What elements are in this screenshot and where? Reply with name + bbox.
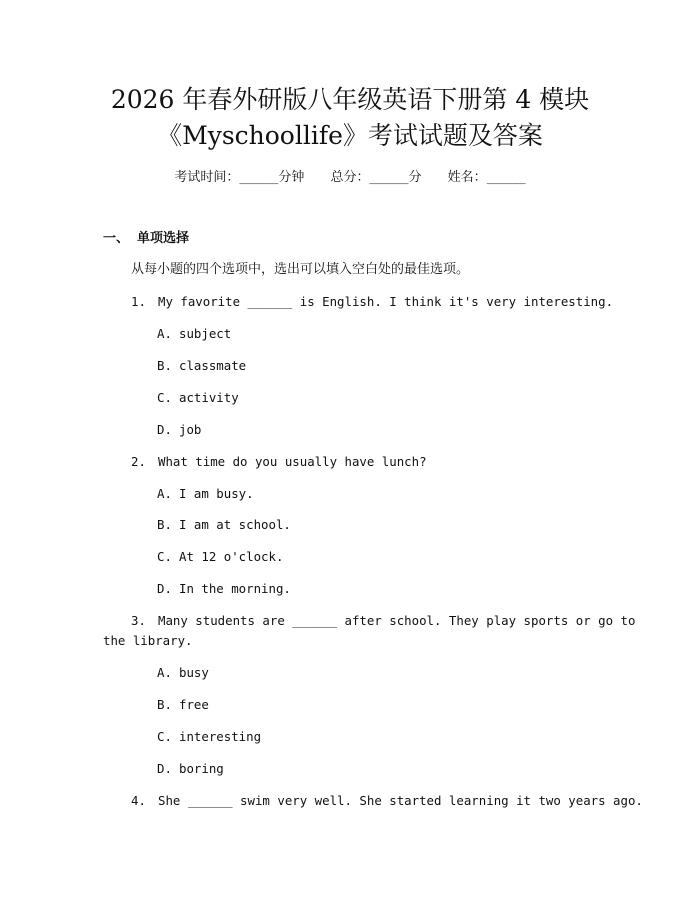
question-text: She ______ swim very well. She started learning it two years ago. xyxy=(158,793,643,808)
question-1 xyxy=(131,292,613,312)
option-text: busy xyxy=(179,665,209,680)
option-text: boring xyxy=(179,761,224,776)
option-letter: C. xyxy=(157,729,172,744)
option-letter: A. xyxy=(157,665,172,680)
option-text: interesting xyxy=(179,729,262,744)
question-number: 3. xyxy=(131,613,146,628)
option-letter: C. xyxy=(157,390,172,405)
option-3b xyxy=(157,695,209,715)
student-name: 姓名：______ xyxy=(447,170,526,185)
option-1d xyxy=(157,420,201,440)
option-3a xyxy=(157,663,209,683)
option-letter: D. xyxy=(157,422,172,437)
option-1b xyxy=(157,356,246,376)
option-letter: D. xyxy=(157,761,172,776)
option-letter: A. xyxy=(157,486,172,501)
option-text: At 12 o'clock. xyxy=(179,549,284,564)
option-text: I am busy. xyxy=(179,486,254,501)
question-number: 2. xyxy=(131,454,146,469)
question-number: 4. xyxy=(131,793,146,808)
question-4 xyxy=(131,791,643,811)
option-letter: B. xyxy=(157,358,172,373)
option-letter: B. xyxy=(157,697,172,712)
option-text: I am at school. xyxy=(179,517,291,532)
option-3c xyxy=(157,727,261,747)
option-2b xyxy=(157,515,291,535)
option-text: free xyxy=(179,697,209,712)
section-title: 单项选择 xyxy=(137,231,190,246)
exam-title-line1: 2026 年春外研版八年级英语下册第 4 模块 xyxy=(110,85,590,114)
option-letter: D. xyxy=(157,581,172,596)
question-text: What time do you usually have lunch? xyxy=(158,454,427,469)
option-2a xyxy=(157,484,254,504)
question-3-continuation: the library. xyxy=(103,633,193,648)
question-2 xyxy=(131,452,427,472)
option-2c xyxy=(157,547,283,567)
option-2d xyxy=(157,579,291,599)
exam-meta xyxy=(0,168,700,188)
exam-title-line2: 《Myschoollife》考试试题及答案 xyxy=(157,121,543,150)
option-letter: B. xyxy=(157,517,172,532)
exam-time: 考试时间：______分钟 xyxy=(174,170,305,185)
total-score: 总分：______分 xyxy=(330,170,422,185)
option-letter: A. xyxy=(157,326,172,341)
option-3d xyxy=(157,759,224,779)
question-number: 1. xyxy=(131,294,146,309)
question-text: My favorite ______ is English. I think it's very interesting. xyxy=(158,294,614,309)
option-letter: C. xyxy=(157,549,172,564)
option-text: In the morning. xyxy=(179,581,291,596)
option-text: activity xyxy=(179,390,239,405)
section-number: 一、 xyxy=(103,231,130,246)
question-3 xyxy=(131,611,635,631)
option-text: subject xyxy=(179,326,232,341)
section-instruction: 从每小题的四个选项中，选出可以填入空白处的最佳选项。 xyxy=(131,262,470,277)
question-text: Many students are ______ after school. They play sports or go to xyxy=(158,613,636,628)
option-1a xyxy=(157,324,231,344)
option-text: classmate xyxy=(179,358,247,373)
section-heading xyxy=(103,229,189,249)
option-1c xyxy=(157,388,239,408)
option-text: job xyxy=(179,422,202,437)
